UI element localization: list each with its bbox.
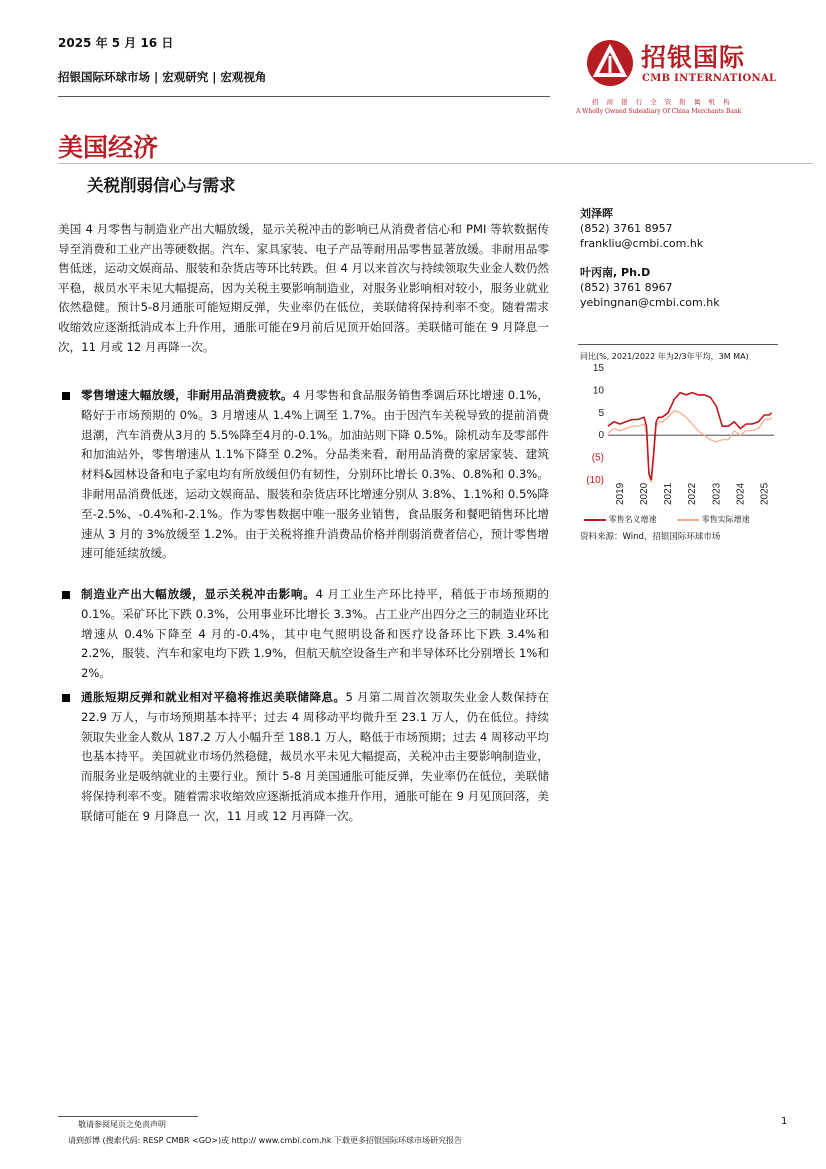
chart-legend (584, 514, 750, 525)
y-tick-label: 10 (592, 385, 604, 397)
author-email[interactable]: yebingnan@cmbi.com.hk (580, 296, 720, 309)
footer-rule (58, 1116, 198, 1117)
bullet-retail (58, 386, 549, 564)
series-line (608, 393, 772, 480)
retail-growth-chart (578, 360, 788, 512)
author-email[interactable]: frankliu@cmbi.com.hk (580, 237, 704, 250)
chart-source: 资料来源：Wind，招银国际环球市场 (580, 532, 721, 542)
intro-paragraph: 美国 4 月零售与制造业产出大幅放缓，显示关税冲击的影响已从消费者信心和 PMI 等软数据传导至消费和工业产出等硬数据。汽车、家具家装、电子产品等耐用品零售显著放缓。非耐用品零售低迷，运动文娱商品、服装和杂货店等环比转跌。但 4 月以来首次与持续领取失业金人数仍然平稳，裁员水平未见大幅提高，因为关税主要影响制造业，对服务业影响相对较小，服务业就业依然稳健。预计5-8月通胀可能短期反弹，失业率仍在低位，美联储将保持利率不变。随着需求收缩效应逐渐抵消成本上升作用，通胀可能在9月前后见顶开始回落。美联储可能在 9 月降息一 次，11 月或 12 月再降一次。 (58, 222, 549, 354)
legend-label-real: 零售实际增速 (701, 515, 750, 524)
bullet-lead: 通胀短期反弹和就业相对平稳将推迟美联储降息。 (81, 690, 346, 704)
chart-subtitle: 同比(%, 2021/2022 年为2/3年平均，3M MA) (580, 352, 749, 361)
bullet-square-icon (62, 694, 70, 702)
bullet-lead: 制造业产出大幅放缓，显示关税冲击影响。 (81, 587, 316, 601)
x-tick-label: 2023 (711, 482, 723, 505)
page-number: 1 (781, 1116, 788, 1127)
x-tick-label: 2024 (735, 482, 747, 505)
bullet-manufacturing (58, 585, 549, 684)
x-tick-label: 2021 (663, 482, 675, 505)
author-name: 叶丙南, Ph.D (580, 266, 651, 279)
author-card (580, 206, 703, 251)
bullet-inflation (58, 688, 549, 827)
cmbi-logo-icon (587, 40, 633, 86)
y-tick-label: (5) (591, 452, 604, 464)
title-divider (58, 163, 813, 164)
x-tick-label: 2022 (687, 482, 699, 505)
legend-swatch-nominal (584, 519, 606, 521)
author-name: 刘泽晖 (580, 207, 613, 220)
logo-tagline-en: A Wholly Owned Subsidiary Of China Merchants Bank (576, 108, 742, 115)
bullet-text: 5 月第二周首次领取失业金人数保持在 22.9 万人，与市场预期基本持平；过去 4 周移动平均微升至 23.1 万人，仍在低位。持续领取失业金人数从 187.2 万人小幅升至 188.1 万人，略低于市场预期；过去 4 周移动平均也基本持平。美国就业市场仍然稳健，裁员水平未见大幅提高，关税冲击主要影响制造业，而服务业是吸纳就业的主要行业。预计 5-8 月美国通胀可能反弹，失业率仍在低位，美联储将保持利率不变。随着需求收缩效应逐渐抵消成本推升作用，通胀可能在 9 月见顶回落，美联储可能在 9 月降息一 次，11 月或 12 月再降一次。 (81, 690, 549, 823)
footer-link[interactable]: 请到彭博 (搜索代码: RESP CMBR <GO>)或 http:// www.cmbi.com.hk 下载更多招银国际环球市场研究报告 (68, 1136, 463, 1145)
x-tick-label: 2020 (639, 482, 651, 505)
bullet-square-icon (62, 591, 70, 599)
chart-top-rule (578, 344, 778, 345)
y-tick-label: (10) (586, 475, 604, 486)
bullet-text: 4 月工业生产环比持平，稍低于市场预期的 0.1%。采矿环比下跌 0.3%，公用事业环比增长 3.3%。占工业产出四分之三的制造业环比增速从 0.4%下降至 4 月的-0.4%，其中电气照明设备和医疗设备环比下跌 3.4%和 2.2%，服装、汽车和家电均下跌 1.9%，但航天航空设备生产和半导体环比分别增长 1%和 2%。 (81, 587, 549, 681)
author-card (580, 265, 720, 310)
logo-english-name: CMB INTERNATIONAL (642, 73, 777, 84)
author-phone: (852) 3761 8957 (580, 222, 673, 235)
bullet-text: 4 月零售和食品服务销售季调后环比增速 0.1%，略好于市场预期的 0%。3 月增速从 1.4%上调至 1.7%。由于因汽车关税导致的提前消费退潮，汽车消费从3月的 5.5%降至4月的-0.1%。加油站则下降 0.5%。除机动车及零部件和加油站外，零售增速从 1.1%下降至 0.2%。分品类来看，耐用品消费的家居家装、建筑材料&园林设备和电子家电均有所放缓但仍有韧性，分别环比增长 0.3%、0.8%和 0.3%。非耐用品消费低迷，运动文娱商品、服装和杂货店环比增速分别从 3.8%、1.1%和 0.5%降至-2.5%、-0.4%和-2.1%。作为零售数据中唯一服务业销售，食品服务和餐吧销售环比增速从 3 月的 3%放缓至 1.2%。由于关税将推升消费品价格并削弱消费者信心，预计零售增速可能延续放缓。 (81, 388, 549, 561)
report-date: 2025 年 5 月 16 日 (58, 36, 174, 50)
x-tick-label: 2019 (615, 482, 627, 505)
report-title: 美国经济 (58, 133, 159, 162)
bullet-lead: 零售增速大幅放缓，非耐用品消费疲软。 (81, 388, 293, 402)
author-phone: (852) 3761 8967 (580, 281, 673, 294)
y-tick-label: 5 (598, 407, 604, 419)
logo-tagline-cn: 招 商 银 行 全 资 附 属 机 构 (592, 98, 733, 106)
bullet-square-icon (62, 392, 70, 400)
breadcrumb: 招银国际环球市场 | 宏观研究 | 宏观视角 (58, 70, 267, 84)
legend-swatch-real (677, 519, 699, 521)
header-divider (58, 96, 550, 97)
y-tick-label: 0 (598, 430, 604, 442)
series-line (608, 411, 772, 483)
legend-label-nominal: 零售名义增速 (608, 515, 657, 524)
y-tick-label: 15 (592, 363, 604, 374)
footer-disclaimer: 敬请参阅尾页之免责声明 (78, 1120, 166, 1129)
x-tick-label: 2025 (759, 482, 771, 505)
logo-chinese-name: 招银国际 (641, 43, 746, 72)
report-subtitle: 关税削弱信心与需求 (87, 176, 236, 195)
